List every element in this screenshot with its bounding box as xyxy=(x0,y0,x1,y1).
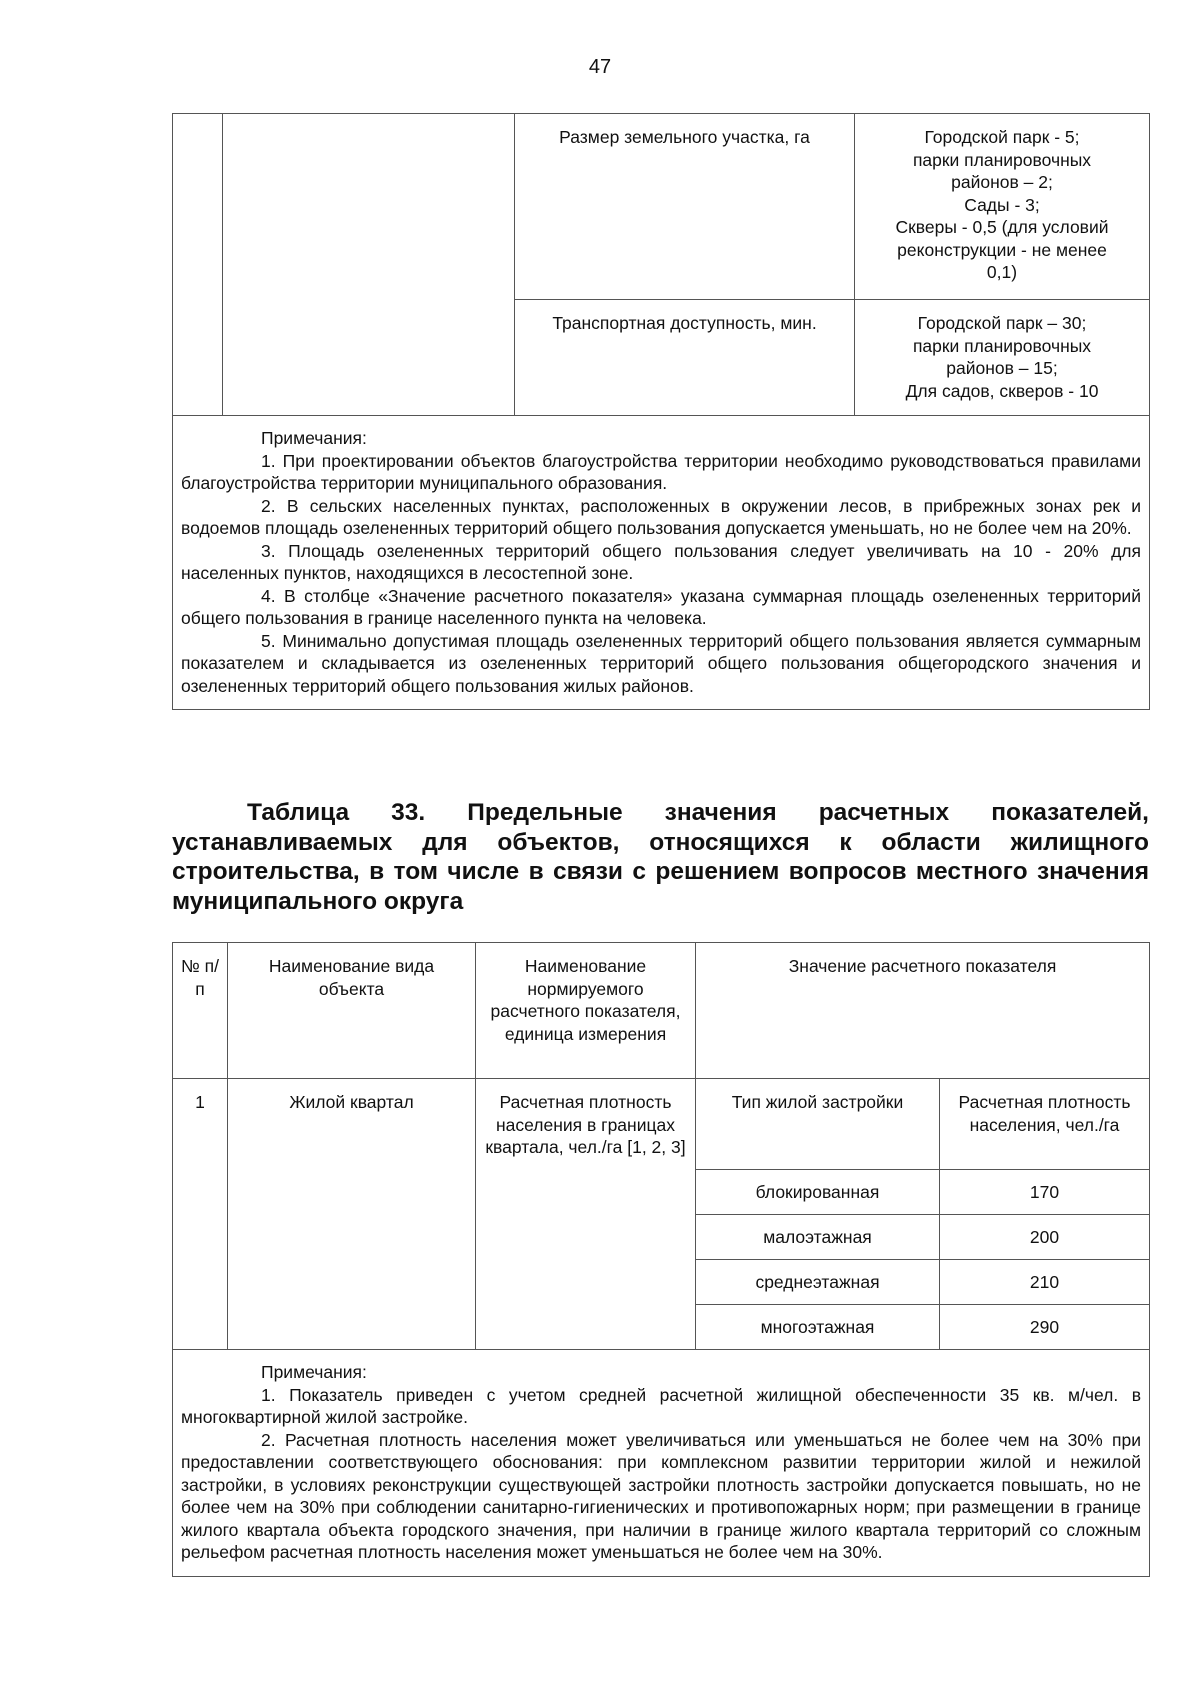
value-line: Городской парк – 30; xyxy=(917,313,1087,333)
header-value: Значение расчетного показателя xyxy=(696,943,1150,1079)
value-line: Сады - 3; xyxy=(964,194,1040,215)
row-num: 1 xyxy=(173,1079,228,1350)
notes-title: Примечания: xyxy=(261,428,367,448)
table-header-row xyxy=(173,943,1150,1079)
note-item: 2. Расчетная плотность населения может увеличиваться или уменьшаться не более чем на 30% при предоставлении соответствующего обоснования: при комплексном развитии территории жилой и нежилой застройки, в условиях реконструкции существующей застройки плотность застройки допускается повышать, но не более чем на 30% при соблюдении санитарно-гигиенических и противопожарных норм; при размещении в границе жилого квартала объекта городского значения, при наличии в границе жилого квартала территорий со сложным рельефом расчетная плотность населения может уменьшаться не более чем на 30%. xyxy=(181,1429,1142,1562)
green-areas-table-continuation xyxy=(172,113,1150,710)
type-cell: среднеэтажная xyxy=(696,1260,940,1305)
caption-text: Предельные значения расчетных показателей, устанавливаемых для объектов, относящихся к области жилищного строительства, в том числе в связи с решением вопросов местного значения муниципального округа xyxy=(172,799,1149,915)
value-line: 0,1) xyxy=(986,262,1018,282)
note-item: 3. Площадь озелененных территорий общего пользования следует увеличивать на 10 - 20% для населенных пунктов, находящихся в лесостепной зоне. xyxy=(181,540,1141,583)
value-line: парки планировочных xyxy=(912,335,1092,356)
table-row xyxy=(173,114,1150,300)
note-item: 1. Показатель приведен с учетом средней расчетной жилищной обеспеченности 35 кв. м/чел. в многоквартирной жилой застройке. xyxy=(181,1384,1142,1427)
type-cell: многоэтажная xyxy=(696,1305,940,1350)
row-object: Жилой квартал xyxy=(228,1079,476,1350)
header-object: Наименование вида объекта xyxy=(228,943,476,1079)
note-item: 1. При проектировании объектов благоустройства территории необходимо руководствоваться правилами благоустройства территории муниципального образования. xyxy=(181,450,1141,493)
table-row xyxy=(173,1079,1150,1170)
notes-title: Примечания: xyxy=(261,1362,367,1382)
density-cell: 290 xyxy=(940,1305,1150,1350)
value-line: Городской парк - 5; xyxy=(924,127,1080,147)
indicator-cell: Размер земельного участка, га xyxy=(515,114,855,300)
notes-row xyxy=(173,1350,1150,1577)
value-cell xyxy=(855,114,1150,300)
indicator-cell: Транспортная доступность, мин. xyxy=(515,300,855,416)
row-indicator: Расчетная плотность населения в границах квартала, чел./га [1, 2, 3] xyxy=(476,1079,696,1350)
notes-cell xyxy=(173,1350,1150,1577)
table-caption xyxy=(172,798,1149,916)
subheader-type: Тип жилой застройки xyxy=(696,1079,940,1170)
density-cell: 210 xyxy=(940,1260,1150,1305)
value-line: реконструкции - не менее xyxy=(897,239,1107,260)
notes-row xyxy=(173,416,1150,710)
note-item: 4. В столбце «Значение расчетного показателя» указана суммарная площадь озелененных территорий общего пользования в границе населенного пункта на человека. xyxy=(181,585,1141,628)
value-line: районов – 2; xyxy=(951,172,1053,192)
density-cell: 170 xyxy=(940,1170,1150,1215)
header-indicator: Наименование нормируемого расчетного показателя, единица измерения xyxy=(476,943,696,1079)
type-cell: блокированная xyxy=(696,1170,940,1215)
header-num: № п/п xyxy=(173,943,228,1079)
object-cell xyxy=(223,114,515,416)
value-line: Скверы - 0,5 (для условий xyxy=(895,217,1109,237)
page-number: 47 xyxy=(588,56,612,78)
density-cell: 200 xyxy=(940,1215,1150,1260)
value-line: парки планировочных xyxy=(912,149,1092,170)
note-item: 5. Минимально допустимая площадь озелененных территорий общего пользования является суммарным показателем и складывается из озелененных территорий общего пользования общегородского значения и озелененных территорий общего пользования жилых районов. xyxy=(181,630,1141,696)
num-cell xyxy=(173,114,223,416)
subheader-density: Расчетная плотность населения, чел./га xyxy=(940,1079,1150,1170)
table-33 xyxy=(172,942,1150,1577)
value-line: Для садов, скверов - 10 xyxy=(905,380,1099,401)
value-cell xyxy=(855,300,1150,416)
type-cell: малоэтажная xyxy=(696,1215,940,1260)
caption-label: Таблица 33. xyxy=(247,799,426,826)
value-line: районов – 15; xyxy=(946,358,1058,378)
notes-cell xyxy=(173,416,1150,710)
note-item: 2. В сельских населенных пунктах, расположенных в окружении лесов, в прибрежных зонах рек и водоемов площадь озелененных территорий общего пользования допускается уменьшать, но не более чем на 20%. xyxy=(181,495,1141,538)
